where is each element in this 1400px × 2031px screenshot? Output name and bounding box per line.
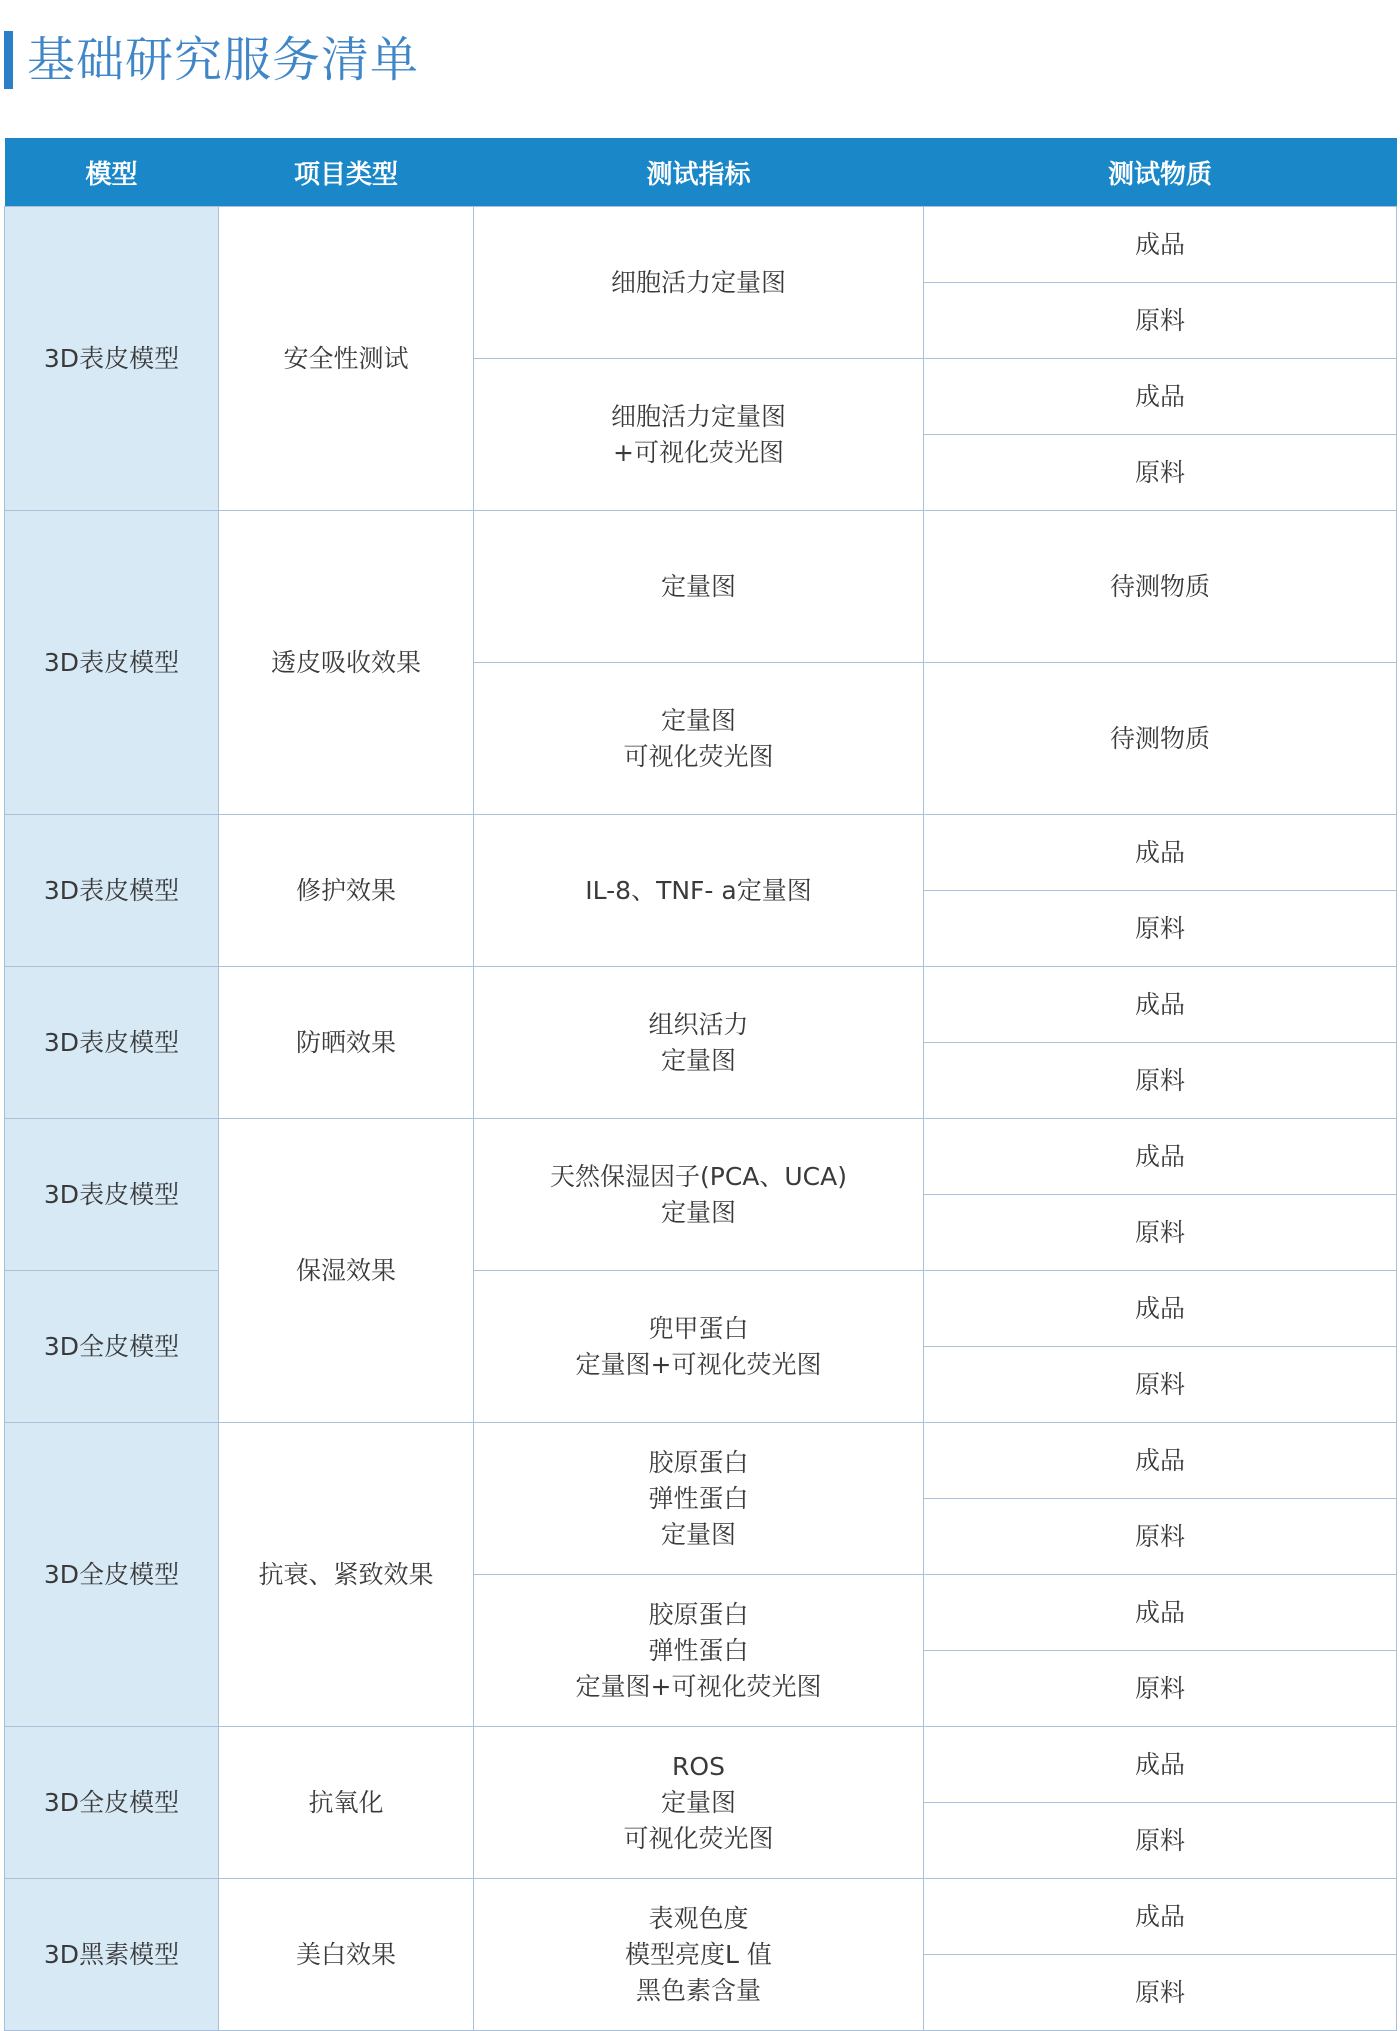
title-accent-bar (4, 31, 13, 89)
cell-test-substance: 成品 (924, 1879, 1397, 1955)
indicator-line: 定量图 (660, 1519, 736, 1549)
cell-test-indicator (474, 663, 924, 815)
indicator-line: 胶原蛋白 (648, 1599, 749, 1629)
cell-model: 3D表皮模型 (5, 967, 219, 1119)
cell-test-substance: 成品 (924, 1271, 1397, 1347)
cell-test-substance: 原料 (924, 891, 1397, 967)
indicator-line: 可视化荧光图 (623, 1823, 774, 1853)
indicator-line: 胶原蛋白 (648, 1447, 749, 1477)
header-test-substance: 测试物质 (924, 138, 1397, 207)
cell-test-indicator (474, 1423, 924, 1575)
cell-test-indicator (474, 1119, 924, 1271)
cell-test-indicator (474, 1271, 924, 1423)
cell-test-substance: 原料 (924, 1195, 1397, 1271)
table-row (5, 967, 1397, 1043)
table-row (5, 1879, 1397, 1955)
indicator-line: 模型亮度L 值 (625, 1939, 772, 1969)
cell-model: 3D黑素模型 (5, 1879, 219, 2031)
cell-test-substance: 待测物质 (924, 511, 1397, 663)
table-row (5, 1271, 1397, 1347)
cell-project-type: 抗衰、紧致效果 (219, 1423, 474, 1727)
cell-test-substance: 成品 (924, 967, 1397, 1043)
cell-test-substance: 原料 (924, 1651, 1397, 1727)
header-project-type: 项目类型 (219, 138, 474, 207)
cell-test-indicator (474, 1879, 924, 2031)
indicator-line: +可视化荧光图 (613, 437, 784, 467)
cell-project-type: 防晒效果 (219, 967, 474, 1119)
indicator-line: 天然保湿因子(PCA、UCA) (550, 1161, 847, 1191)
indicator-line: 兜甲蛋白 (648, 1313, 749, 1343)
header-model: 模型 (5, 138, 219, 207)
cell-test-substance: 成品 (924, 1575, 1397, 1651)
indicator-line: 组织活力 (648, 1009, 749, 1039)
cell-test-substance: 原料 (924, 283, 1397, 359)
header-test-indicator: 测试指标 (474, 138, 924, 207)
cell-test-substance: 待测物质 (924, 663, 1397, 815)
cell-test-indicator (474, 815, 924, 967)
indicator-line: 定量图+可视化荧光图 (575, 1671, 822, 1701)
indicator-line: 细胞活力定量图 (610, 401, 786, 431)
cell-project-type: 修护效果 (219, 815, 474, 967)
indicator-line: 定量图+可视化荧光图 (575, 1349, 822, 1379)
page-title-block (4, 30, 419, 90)
cell-test-substance: 成品 (924, 1119, 1397, 1195)
cell-test-substance: 原料 (924, 1955, 1397, 2031)
cell-test-substance: 成品 (924, 1727, 1397, 1803)
indicator-line: 黑色素含量 (635, 1975, 761, 2005)
indicator-line: 定量图 (660, 1045, 736, 1075)
indicator-line: 定量图 (660, 1197, 736, 1227)
table-row (5, 511, 1397, 587)
cell-model: 3D全皮模型 (5, 1271, 219, 1423)
indicator-line: 可视化荧光图 (623, 741, 774, 771)
indicator-line: 细胞活力定量图 (610, 267, 786, 297)
cell-test-substance: 原料 (924, 1499, 1397, 1575)
cell-model: 3D表皮模型 (5, 815, 219, 967)
table-header-row (5, 138, 1397, 207)
indicator-line: 定量图 (660, 1787, 736, 1817)
table-row (5, 1727, 1397, 1803)
indicator-line: 表观色度 (648, 1903, 749, 1933)
indicator-line: 弹性蛋白 (648, 1483, 749, 1513)
table-row (5, 207, 1397, 283)
cell-test-indicator (474, 207, 924, 359)
table-row (5, 815, 1397, 891)
cell-test-substance: 原料 (924, 1043, 1397, 1119)
cell-project-type: 安全性测试 (219, 207, 474, 511)
cell-test-substance: 原料 (924, 1803, 1397, 1879)
cell-project-type: 美白效果 (219, 1879, 474, 2031)
table-row (5, 1423, 1397, 1499)
cell-model: 3D表皮模型 (5, 1119, 219, 1271)
indicator-line: 定量图 (660, 705, 736, 735)
indicator-line: 定量图 (660, 571, 736, 601)
cell-model: 3D全皮模型 (5, 1423, 219, 1727)
cell-test-substance: 成品 (924, 1423, 1397, 1499)
cell-test-substance: 原料 (924, 435, 1397, 511)
cell-test-indicator (474, 359, 924, 511)
cell-model: 3D全皮模型 (5, 1727, 219, 1879)
cell-test-substance: 成品 (924, 207, 1397, 283)
cell-model: 3D表皮模型 (5, 511, 219, 815)
indicator-line: IL-8、TNF- a定量图 (585, 875, 812, 905)
indicator-line: ROS (672, 1751, 725, 1781)
page-title: 基础研究服务清单 (27, 32, 420, 88)
cell-test-substance: 成品 (924, 815, 1397, 891)
cell-test-indicator (474, 1727, 924, 1879)
cell-model: 3D表皮模型 (5, 207, 219, 511)
cell-project-type: 透皮吸收效果 (219, 511, 474, 815)
cell-project-type: 抗氧化 (219, 1727, 474, 1879)
indicator-line: 弹性蛋白 (648, 1635, 749, 1665)
service-table (4, 138, 1397, 2031)
cell-project-type: 保湿效果 (219, 1119, 474, 1423)
cell-test-indicator (474, 967, 924, 1119)
table-row (5, 1119, 1397, 1195)
cell-test-indicator (474, 511, 924, 663)
cell-test-substance: 成品 (924, 359, 1397, 435)
cell-test-indicator (474, 1575, 924, 1727)
table-body (5, 207, 1397, 2031)
cell-test-substance: 原料 (924, 1347, 1397, 1423)
